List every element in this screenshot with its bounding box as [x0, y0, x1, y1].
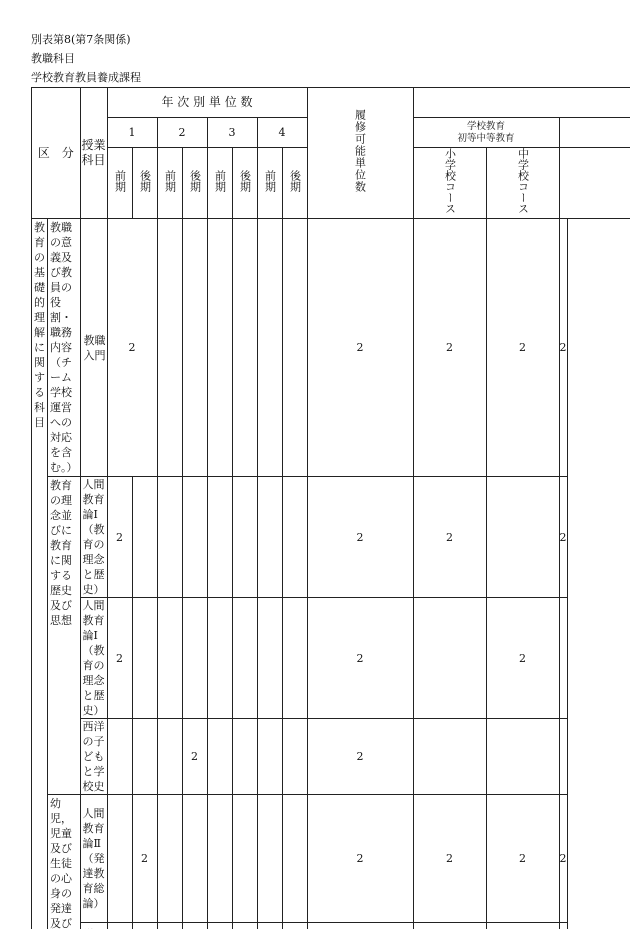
year-credit: 2 [132, 795, 157, 923]
sem-header: 後期 [232, 148, 257, 219]
required-credit: 2 [559, 219, 567, 477]
required-credit: 2 [413, 795, 486, 923]
available-credit [307, 922, 413, 929]
required-credit: 2 [413, 477, 486, 598]
year-1-header: 1 [107, 118, 157, 148]
sem-header: 前期 [257, 148, 282, 219]
year-credit [207, 922, 232, 929]
subject-header: 授業科目 [80, 88, 107, 219]
subject-cell: 教職入門 [80, 219, 107, 477]
course-header [559, 148, 630, 219]
category-foundational: 教育の基礎的理解に関する科目 [32, 219, 48, 929]
required-credit: 2 [486, 795, 559, 923]
course-header: 小学校コース [413, 148, 486, 219]
required-credit: 2 [486, 598, 559, 719]
available-credit: 2 [307, 477, 413, 598]
year-credit: 2 [107, 598, 132, 719]
elective-note [567, 219, 630, 929]
sem-header: 前期 [207, 148, 232, 219]
subject-cell: 人間教育論Ⅰ（教育の理念と歴史） [80, 598, 107, 719]
year-2-header: 2 [157, 118, 207, 148]
header-line-3: 学校教育教員養成課程 [31, 71, 141, 85]
year-4-header: 4 [257, 118, 307, 148]
kubun-header: 区 分 [32, 88, 81, 219]
required-credit: 2 [559, 477, 567, 598]
year-3-header: 3 [207, 118, 257, 148]
sem-header: 前期 [107, 148, 132, 219]
curriculum-table [31, 87, 630, 929]
subject-cell: 人間教育論Ⅰ（教育の理念と歴史） [80, 477, 107, 598]
group-primary-secondary-header: 学校教育 初等中等教育 [413, 118, 559, 148]
available-credit: 2 [307, 219, 413, 477]
available-credit: 2 [307, 795, 413, 923]
header-line-1: 別表第8(第7条関係) [31, 33, 131, 47]
sem-header: 前期 [157, 148, 182, 219]
sem-header: 後期 [132, 148, 157, 219]
required-credit: 2 [486, 219, 559, 477]
category-development: 幼児，児童及び生徒の心身の発達及び [48, 795, 81, 929]
year-credit: 2 [107, 219, 157, 477]
category-education-philosophy: 教育の理念並びに教育に関する歴史及び思想 [48, 477, 81, 795]
subject-cell: 人間教育論Ⅱ（発達教育総論） [80, 795, 107, 923]
year-credit: 2 [182, 719, 207, 795]
subject-cell [80, 922, 107, 929]
available-credit: 2 [307, 719, 413, 795]
available-credits-header: 履修可能単位数 [307, 88, 413, 219]
year-credit: 2 [107, 477, 132, 598]
sem-header: 後期 [282, 148, 307, 219]
sem-header: 後期 [182, 148, 207, 219]
required-credit: 2 [559, 795, 567, 923]
group-special-support-header [559, 118, 630, 148]
header-line-2: 教職科目 [31, 52, 75, 66]
required-credit: 2 [413, 219, 486, 477]
subject-cell: 西洋の子どもと学校史 [80, 719, 107, 795]
annual-credits-header: 年 次 別 単 位 数 [107, 88, 307, 118]
available-credit: 2 [307, 598, 413, 719]
course-header: 中学校コース [486, 148, 559, 219]
required-credits-header [413, 88, 630, 118]
category-teaching-profession: 教職の意義及び教員の役割・職務内容（チーム学校運営への対応を含む。） [48, 219, 81, 477]
